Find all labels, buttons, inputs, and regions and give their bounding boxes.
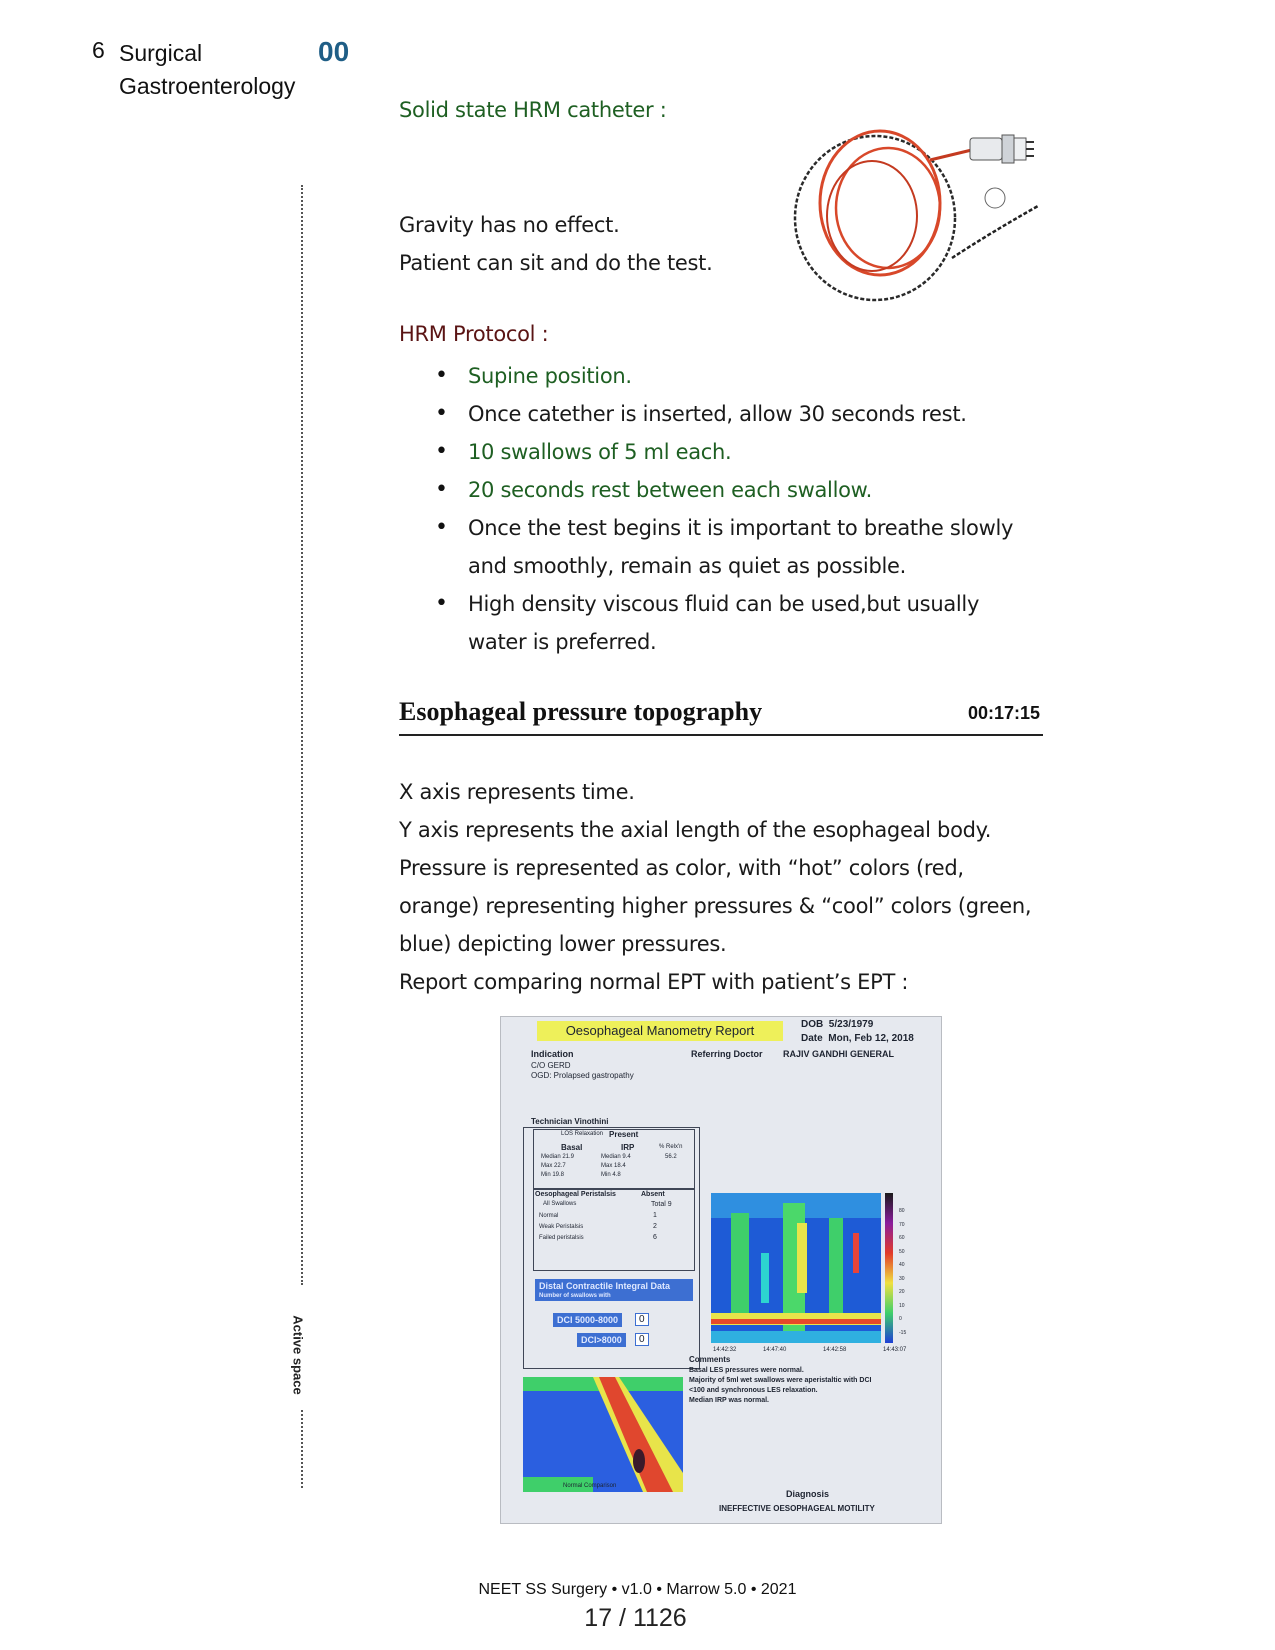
basal-label: Basal	[561, 1143, 583, 1152]
comment-1: Basal LES pressures were normal.	[689, 1367, 804, 1374]
dob-value: 5/23/1979	[828, 1019, 874, 1030]
dci-title: Distal Contractile Integral Data	[535, 1279, 693, 1293]
dci-subtitle: Number of swallows with	[535, 1292, 693, 1301]
indication-1: C/O GERD	[531, 1061, 571, 1070]
les-label: LOS Relaxation	[561, 1131, 604, 1137]
catheter-note-1: Gravity has no effect.	[399, 213, 620, 237]
indication-2: OGD: Prolapsed gastropathy	[531, 1071, 634, 1080]
failed-row-label: Failed peristalsis	[539, 1235, 584, 1241]
comment-2: Majority of 5ml wet swallows were aperistaltic with DCI	[689, 1377, 872, 1384]
time-2: 14:47:40	[763, 1347, 787, 1353]
referring-value: RAJIV GANDHI GENERAL	[783, 1049, 895, 1059]
normal-row-value: 1	[653, 1212, 657, 1219]
normal-ept-heatmap	[523, 1377, 683, 1492]
dci-5000-8000: DCI 5000-8000	[553, 1313, 622, 1327]
basal-median: Median 21.9	[541, 1154, 575, 1160]
chapter-title: Surgical Gastroenterology	[119, 40, 296, 99]
time-4: 14:43:07	[883, 1347, 907, 1353]
comments-label: Comments	[689, 1355, 731, 1364]
ept-line-5: blue) depicting lower pressures.	[399, 932, 727, 956]
chapter-code: 00	[318, 36, 350, 67]
basal-min: Min 19.8	[541, 1172, 565, 1178]
patient-ept-heatmap	[701, 1193, 881, 1353]
list-item: • High density viscous fluid can be used,but usually water is preferred.	[425, 585, 1045, 661]
report-title: Oesophageal Manometry Report	[537, 1021, 783, 1041]
normal-row-label: Normal	[539, 1213, 559, 1219]
section-divider	[399, 734, 1043, 736]
weak-row-label: Weak Peristalsis	[539, 1224, 584, 1230]
time-1: 14:42:32	[713, 1347, 737, 1353]
section-title: Esophageal pressure topography	[399, 697, 763, 726]
ept-line-1: X axis represents time.	[399, 780, 635, 804]
dci-over-8000-value: 0	[635, 1333, 649, 1346]
footer-edition: NEET SS Surgery • v1.0 • Marrow 5.0 • 2021	[478, 1581, 797, 1598]
page-indicator: 17 / 1126	[584, 1604, 687, 1632]
list-item: • 10 swallows of 5 ml each.	[425, 433, 1045, 471]
normal-comparison-label: Normal Comparison	[563, 1483, 617, 1489]
all-swallows-label: All Swallows	[543, 1201, 577, 1207]
comment-4: Median IRP was normal.	[689, 1397, 770, 1404]
ept-line-3: Pressure is represented as color, with “hot” colors (red,	[399, 856, 964, 880]
hrm-catheter-illustration	[780, 108, 1050, 313]
peristalsis-label: Oesophageal Peristalsis	[535, 1191, 616, 1198]
weak-row-value: 2	[653, 1223, 657, 1230]
list-item: • 20 seconds rest between each swallow.	[425, 471, 1045, 509]
irp-label: IRP	[621, 1143, 635, 1152]
technician: Technician Vinothini	[531, 1117, 609, 1126]
protocol-heading: HRM Protocol :	[399, 322, 549, 346]
time-3: 14:42:58	[823, 1347, 847, 1353]
catheter-note-2: Patient can sit and do the test.	[399, 251, 713, 275]
diagnosis-value: INEFFECTIVE OESOPHAGEAL MOTILITY	[719, 1504, 875, 1513]
pressure-color-scale	[885, 1193, 899, 1343]
active-space-label: Active space	[290, 1315, 306, 1395]
margin-dotted-line	[301, 185, 305, 1285]
manometry-report-image	[500, 1016, 942, 1524]
catheter-heading: Solid state HRM catheter :	[399, 98, 667, 122]
ept-line-6: Report comparing normal EPT with patient’s EPT :	[399, 970, 909, 994]
relax-label: % Relx'n	[659, 1144, 683, 1150]
les-value: Present	[609, 1130, 639, 1139]
list-item: • Once the test begins it is important to breathe slowly and smoothly, remain as quiet as possible.	[425, 509, 1045, 585]
scale-labels: 80 70 60 50 40 30 20 10 0 -15	[899, 1208, 907, 1336]
peristalsis-value: Absent	[641, 1191, 665, 1198]
protocol-list	[425, 357, 1045, 661]
video-timestamp[interactable]: 00:17:15	[968, 703, 1041, 723]
date-label: Date	[801, 1033, 823, 1044]
irp-max: Max 18.4	[601, 1163, 626, 1169]
page-number: 6	[92, 37, 105, 63]
referring-label: Referring Doctor	[691, 1049, 763, 1059]
basal-max: Max 22.7	[541, 1163, 566, 1169]
margin-dotted-line-lower	[301, 1410, 305, 1488]
comment-3: <100 and synchronous LES relaxation.	[689, 1387, 818, 1394]
irp-min: Min 4.8	[601, 1172, 621, 1178]
indication-label: Indication	[531, 1049, 574, 1059]
dci-over-8000: DCI>8000	[577, 1333, 626, 1347]
irp-median: Median 9.4	[601, 1154, 631, 1160]
list-item: • Once catether is inserted, allow 30 seconds rest.	[425, 395, 1045, 433]
list-item: • Supine position.	[425, 357, 1045, 395]
total-swallows: Total 9	[651, 1201, 672, 1208]
dci-5000-8000-value: 0	[635, 1313, 649, 1326]
ept-line-4: orange) representing higher pressures & “cool” colors (green,	[399, 894, 1032, 918]
dob-label: DOB	[801, 1019, 824, 1030]
date-value: Mon, Feb 12, 2018	[828, 1033, 914, 1044]
ept-line-2: Y axis represents the axial length of the esophageal body.	[399, 818, 992, 842]
relax-value: 56.2	[665, 1154, 677, 1160]
failed-row-value: 6	[653, 1234, 657, 1241]
diagnosis-label: Diagnosis	[786, 1489, 830, 1499]
